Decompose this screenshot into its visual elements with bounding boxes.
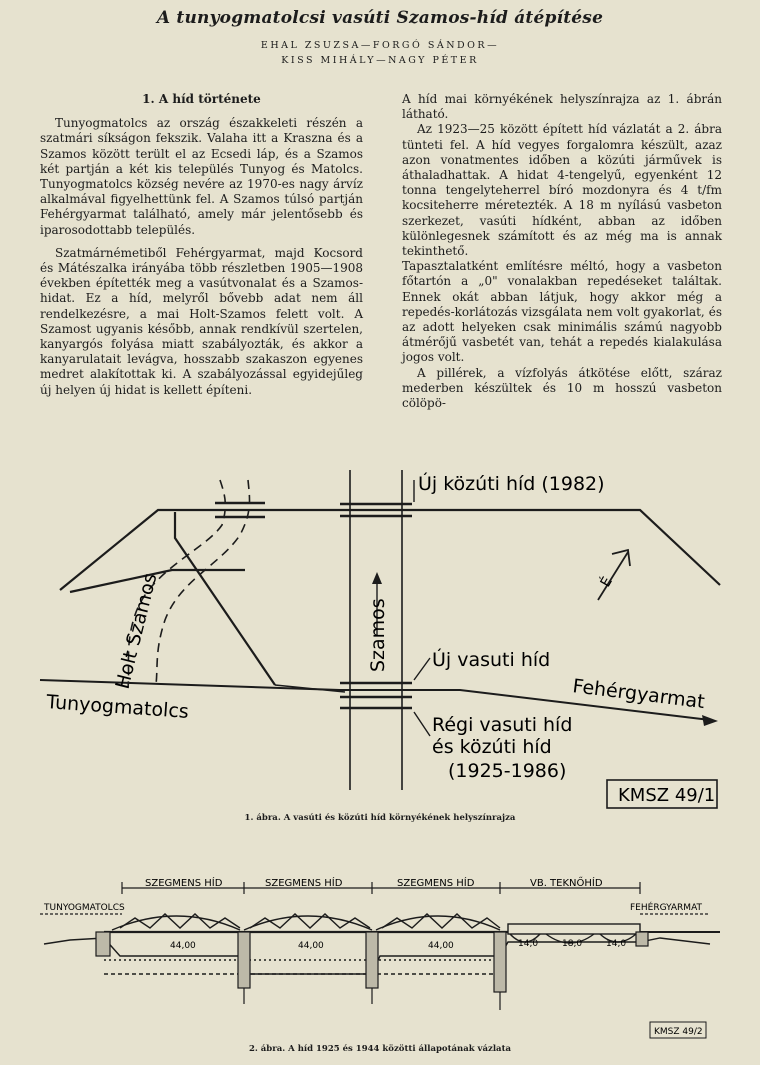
paragraph: Tunyogmatolcs az ország északkeleti részén a szatmári síkságon fekszik. Valaha itt a Kraszna és a Szamos között terült el az Ecsedi láp, és a Szamos két partján a két kis település Tunyog és Matolcs. Tunyogmatolcs község nevére az 1970-es nagy árvíz alkalmával figyelhettünk fel. A Szamos túlsó partján Fehérgyarmat található, amely már jelentősebb és iparosodottabb település. xyxy=(40,116,363,237)
fig1-caption: 1. ábra. A vasúti és közúti híd környékének helyszínrajza xyxy=(244,813,516,823)
span-label-4: VB. TEKNŐHÍD xyxy=(530,878,603,889)
left-column xyxy=(40,92,363,398)
fig2-caption: 2. ábra. A híd 1925 és 1944 közötti állapotának vázlata xyxy=(248,1044,512,1054)
authors-line-1: EHAL ZSUZSA—FORGÓ SÁNDOR— xyxy=(260,40,500,51)
fig2-code: KMSZ 49/2 xyxy=(654,1027,703,1037)
paragraph: A pillérek, a vízfolyás átkötése előtt, száraz mederben készültek és 10 m hosszú vasbeton cölöpö- xyxy=(402,365,722,411)
fig1-code: KMSZ 49/1 xyxy=(618,785,716,806)
north-label: É xyxy=(597,574,616,590)
paragraph: A híd mai környékének helyszínrajza az 1. ábrán látható. xyxy=(402,92,722,122)
old-bridge-label-1: Régi vasuti híd xyxy=(432,714,573,736)
authors-line-2: KISS MIHÁLY—NAGY PÉTER xyxy=(281,55,479,66)
paragraph: Szatmárnémetiből Fehérgyarmat, majd Kocsord és Mátészalka irányába több részletben 1905—1908 években építették meg a vasútvonalat és a Szamos-hidat. Ez a híd, melyről bővebb adat nem áll rendelkezésre, a mai Holt-Szamos felett volt. A Szamost ugyanis később, annak rendkívül szertelen, kanyargós folyása miatt szabályozták, és akkor a kanyarulatait levágva, hosszabb szakaszon egyenes medret alakítottak ki. A szabályozással egyidejűleg új helyen új hidat is kellett építeni. xyxy=(40,245,363,397)
bridge-elevation-figure xyxy=(0,862,760,1042)
szamos-label: Szamos xyxy=(367,598,389,672)
old-bridge-label-2: és közúti híd xyxy=(432,736,552,758)
section-heading: 1. A híd története xyxy=(142,92,261,106)
fehergyarmat-label: Fehérgyarmat xyxy=(571,675,706,714)
fehergyarmat-label: FEHÉRGYARMAT xyxy=(630,903,703,913)
dim-3: 44,00 xyxy=(428,941,454,951)
tunyogmatolcs-label: Tunyogmatolcs xyxy=(45,691,190,723)
span-label-2: SZEGMENS HÍD xyxy=(265,878,343,889)
dim-2: 44,00 xyxy=(298,941,324,951)
span-label-3: SZEGMENS HÍD xyxy=(397,878,475,889)
site-plan-figure xyxy=(0,440,760,820)
dim-5: 18,0 xyxy=(562,939,583,949)
span-label-1: SZEGMENS HÍD xyxy=(145,878,223,889)
paragraph: Tapasztalatként említésre méltó, hogy a vasbeton főtartón a „0" vonalakban repedéseket találtak. Ennek okát abban látjuk, hogy akkor még a repedés-korlátozás vizsgálata nem volt gyakorlat, és az adott helyeken csak minimális számú nagyobb átmérőjű vasbetét van, tehát a repedés kialakulása jogos volt. xyxy=(402,259,722,365)
dim-6: 14,0 xyxy=(606,939,627,949)
new-rail-bridge-label: Új vasuti híd xyxy=(432,649,551,671)
tunyogmatolcs-label: TUNYOGMATOLCS xyxy=(44,903,125,913)
right-column xyxy=(402,92,722,411)
dim-1: 44,00 xyxy=(170,941,196,951)
holt-szamos-label: Holt Szamos xyxy=(111,571,162,692)
new-road-bridge-label: Új közúti híd (1982) xyxy=(418,473,605,495)
dim-4: 14,0 xyxy=(518,939,539,949)
article-title: A tunyogmatolcsi vasúti Szamos-híd átépítése xyxy=(156,8,604,28)
old-bridge-label-3: (1925-1986) xyxy=(448,760,567,782)
paragraph: Az 1923—25 között épített híd vázlatát a 2. ábra tünteti fel. A híd vegyes forgalomra készült, azaz azon vonatmentes időben a közúti járművek is áthaladhattak. A hidat 4-tengelyű, egyenként 12 tonna tengelyteherrel bíró mozdonyra és 4 t/fm kocsiteherre méretezték. A 18 m nyílású vasbeton szerkezet, vasúti hídként, abban az időben különlegesnek számított és az még ma is annak tekinthető. xyxy=(402,122,722,259)
